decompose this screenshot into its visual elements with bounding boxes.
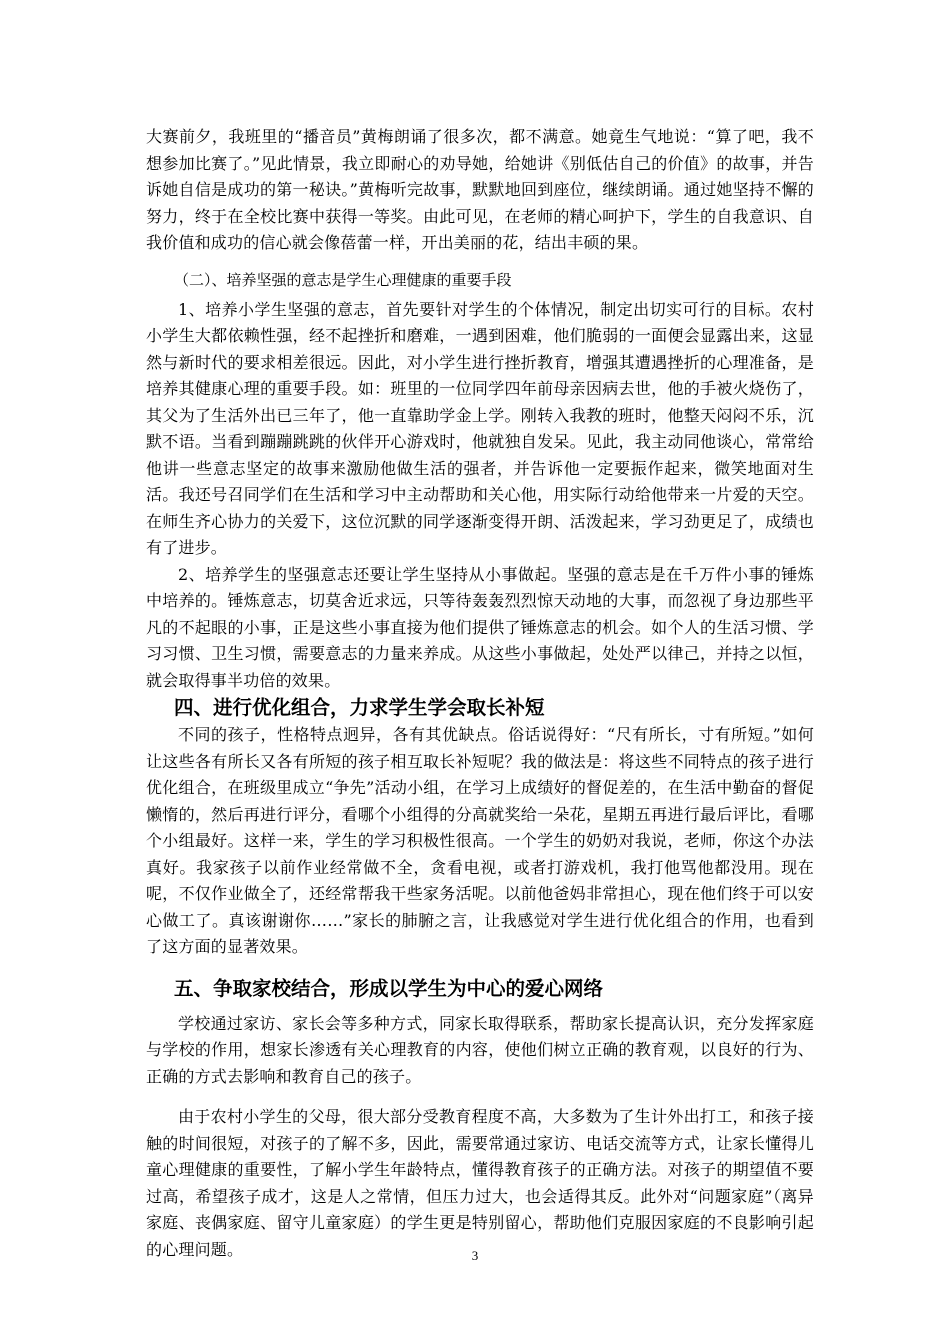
section-4-paragraph-1: 不同的孩子，性格特点迥异，各有其优缺点。俗话说得好：“尺有所长，寸有所短。”如何让这些各有所长又各有所短的孩子相互取长补短呢？我的做法是：将这些不同特点的孩子进行优化组合，在班级里成立“争先”活动小组，在学习上成绩好的督促差的，在生活中勤奋的督促懒惰的，然后再进行评分，看哪个小组得的分高就奖给一朵花，星期五再进行最后评比，看哪个小组最好。这样一来，学生的学习积极性很高。一个学生的奶奶对我说，老师，你这个办法真好。我家孩子以前作业经常做不全，贪看电视，或者打游戏机，我打他骂他都没用。现在呢，不仅作业做全了，还经常帮我干些家务活呢。以前他爸妈非常担心，现在他们终于可以安心做工了。真该谢谢你……”家长的肺腑之言，让我感觉对学生进行优化组合的作用，也看到了这方面的显著效果。	[146, 725, 814, 956]
section-5-paragraph-2: 由于农村小学生的父母，很大部分受教育程度不高，大多数为了生计外出打工，和孩子接触的时间很短，对孩子的了解不多，因此，需要常通过家访、电话交流等方式，让家长懂得儿童心理健康的重要性，了解小学生年龄特点，懂得教育孩子的正确方法。对孩子的期望值不要过高，希望孩子成才，这是人之常情，但压力过大，也会适得其反。此外对“问题家庭”（离异家庭、丧偶家庭、留守儿童家庭）的学生更是特别留心，帮助他们克服因家庭的不良影响引起的心理问题。	[146, 1107, 814, 1259]
page-number: 3	[471, 1248, 479, 1263]
section-2-heading: （二）、培养坚强的意志是学生心理健康的重要手段	[174, 270, 512, 289]
section-4-heading: 四、进行优化组合，力求学生学会取长补短	[174, 696, 545, 719]
section-2-paragraph-2: 2、培养学生的坚强意志还要让学生坚持从小事做起。坚强的意志是在千万件小事的锤炼中培养的。锤炼意志，切莫舍近求远，只等待轰轰烈烈惊天动地的大事，而忽视了身边那些平凡的不起眼的小事，正是这些小事直接为他们提供了锤炼意志的机会。如个人的生活习惯、学习习惯、卫生习惯，需要意志的力量来养成。从这些小事做起，处处严以律己，并持之以恒，就会取得事半功倍的效果。	[146, 564, 814, 690]
page-content	[146, 124, 814, 1263]
section-2-paragraph-1: 1、培养小学生坚强的意志，首先要针对学生的个体情况，制定出切实可行的目标。农村小学生大都依赖性强，经不起挫折和磨难，一遇到困难，他们脆弱的一面便会显露出来，这显然与新时代的要求相差很远。因此，对小学生进行挫折教育，增强其遭遇挫折的心理准备，是培养其健康心理的重要手段。如：班里的一位同学四年前母亲因病去世，他的手被火烧伤了，其父为了生活外出已三年了，他一直靠助学金上学。刚转入我教的班时，他整天闷闷不乐，沉默不语。当看到蹦蹦跳跳的伙伴开心游戏时，他就独自发呆。见此，我主动同他谈心，常常给他讲一些意志坚定的故事来激励他做生活的强者，并告诉他一定要振作起来，微笑地面对生活。我还号召同学们在生活和学习中主动帮助和关心他，用实际行动给他带来一片爱的天空。在师生齐心协力的关爱下，这位沉默的同学逐渐变得开朗、活泼起来，学习劲更足了，成绩也有了进步。	[146, 299, 814, 557]
section-5-heading: 五、争取家校结合，形成以学生为中心的爱心网络	[174, 976, 604, 1000]
section-5-paragraph-1: 学校通过家访、家长会等多种方式，同家长取得联系，帮助家长提高认识，充分发挥家庭与学校的作用，想家长渗透有关心理教育的内容，使他们树立正确的教育观，以良好的行为、正确的方式去影响和教育自己的孩子。	[146, 1013, 814, 1086]
intro-paragraph: 大赛前夕，我班里的“播音员”黄梅朗诵了很多次，都不满意。她竟生气地说：“算了吧，我不想参加比赛了。”见此情景，我立即耐心的劝导她，给她讲《别低估自己的价值》的故事，并告诉她自信是成功的第一秘诀。”黄梅听完故事，默默地回到座位，继续朗诵。通过她坚持不懈的努力，终于在全校比赛中获得一等奖。由此可见，在老师的精心呵护下，学生的自我意识、自我价值和成功的信心就会像蓓蕾一样，开出美丽的花，结出丰硕的果。	[146, 127, 814, 252]
